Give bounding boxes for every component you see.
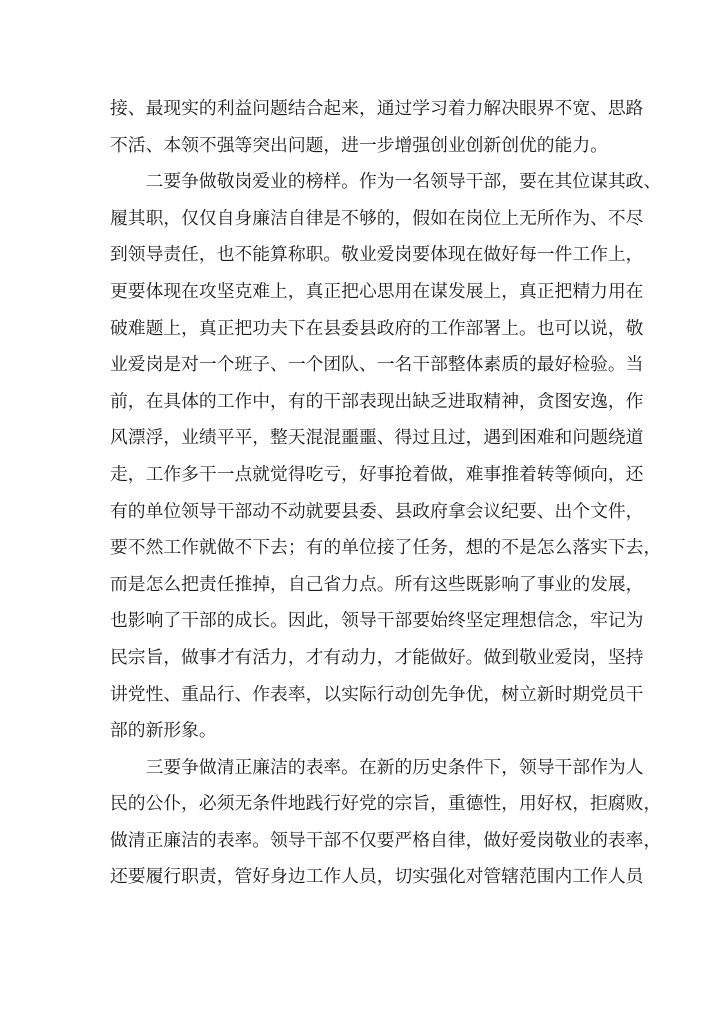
text-line: 更要体现在攻坚克难上，真正把心思用在谋发展上，真正把精力用在: [110, 280, 644, 302]
text-line: 三要争做清正廉洁的表率。在新的历史条件下，领导干部作为人: [110, 756, 644, 778]
text-line: 民的公仆，必须无条件地践行好党的宗旨，重德性，用好权，拒腐败，: [110, 793, 662, 815]
text-line: 业爱岗是对一个班子、一个团队、一名干部整体素质的最好检验。当: [110, 354, 644, 376]
text-line: 要不然工作就做不下去；有的单位接了任务，想的不是怎么落实下去，: [110, 537, 662, 559]
text-line: 也影响了干部的成长。因此，领导干部要始终坚定理想信念，牢记为: [110, 610, 644, 632]
text-line: 风漂浮，业绩平平，整天混混噩噩、得过且过，遇到困难和问题绕道: [110, 427, 644, 449]
text-line: 到领导责任，也不能算称职。敬业爱岗要体现在做好每一件工作上，: [110, 244, 644, 266]
text-line: 有的单位领导干部动不动就要县委、县政府拿会议纪要、出个文件，: [110, 500, 644, 522]
text-line: 走，工作多干一点就觉得吃亏，好事抢着做，难事推着转等倾向，还: [110, 463, 644, 485]
text-line: 破难题上，真正把功夫下在县委县政府的工作部署上。也可以说，敬: [110, 317, 644, 339]
text-line: 履其职，仅仅自身廉洁自律是不够的，假如在岗位上无所作为、不尽: [110, 207, 644, 229]
text-line: 还要履行职责，管好身边工作人员，切实强化对管辖范围内工作人员: [110, 866, 644, 888]
text-line: 做清正廉洁的表率。领导干部不仅要严格自律，做好爱岗敬业的表率，: [110, 829, 662, 851]
text-line: 而是怎么把责任推掉，自己省力点。所有这些既影响了事业的发展，: [110, 573, 644, 595]
body-text: [110, 91, 662, 896]
text-line: 不活、本领不强等突出问题，进一步增强创业创新创优的能力。: [110, 134, 608, 156]
text-line: 讲党性、重品行、作表率，以实际行动创先争优，树立新时期党员干: [110, 683, 644, 705]
text-line: 前，在具体的工作中，有的干部表现出缺乏进取精神，贪图安逸，作: [110, 390, 644, 412]
text-line: 二要争做敬岗爱业的榜样。作为一名领导干部，要在其位谋其政、: [110, 171, 662, 193]
text-line: 部的新形象。: [110, 720, 217, 742]
text-line: 民宗旨，做事才有活力，才有动力，才能做好。做到敬业爱岗，坚持: [110, 646, 644, 668]
text-line: 接、最现实的利益问题结合起来，通过学习着力解决眼界不宽、思路: [110, 98, 644, 119]
